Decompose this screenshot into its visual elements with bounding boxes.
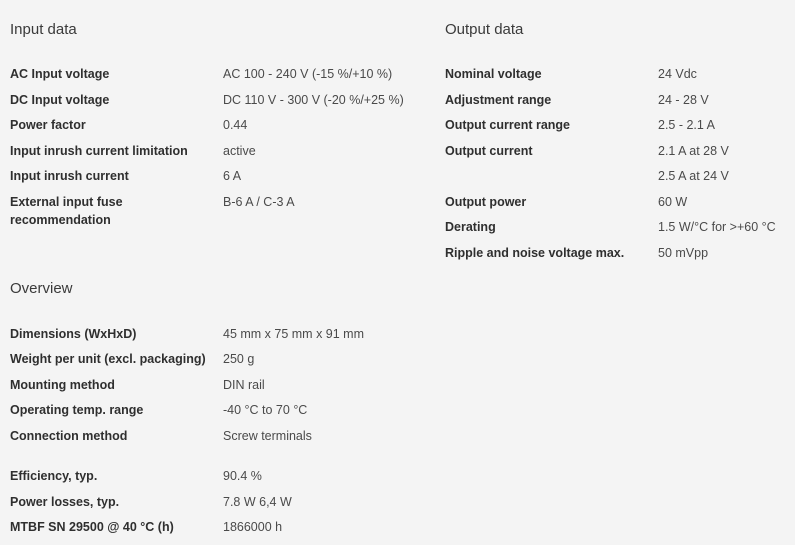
output-row-label: Output power: [445, 195, 527, 209]
output-row-label: Nominal voltage: [445, 67, 542, 81]
output-row-label: Adjustment range: [445, 93, 552, 107]
input-row-label: Input inrush current: [10, 169, 129, 183]
input-data-heading: Input data: [10, 21, 77, 38]
overview-row-value: 90.4 %: [223, 469, 262, 483]
output-row-value: 60 W: [658, 195, 688, 209]
input-row-value: active: [223, 144, 256, 158]
input-row-value: 6 A: [223, 169, 242, 183]
overview-heading: Overview: [10, 280, 73, 297]
output-row-value: 24 - 28 V: [658, 93, 709, 107]
input-row-value: 0.44: [223, 118, 248, 132]
overview-row-value: 1866000 h: [223, 520, 283, 534]
output-row-label: Output current range: [445, 118, 571, 132]
output-row-value: 1.5 W/°C for >+60 °C: [658, 220, 776, 234]
output-data-heading: Output data: [445, 21, 524, 38]
overview-row-label: Weight per unit (excl. packaging): [10, 352, 206, 366]
overview-row-label: Mounting method: [10, 378, 115, 392]
input-row-label: Input inrush current limitation: [10, 144, 188, 158]
output-row-value: 2.5 A at 24 V: [658, 169, 729, 183]
output-row-label: Derating: [445, 220, 496, 234]
input-row-label: AC Input voltage: [10, 67, 110, 81]
overview-row-label: Efficiency, typ.: [10, 469, 98, 483]
input-row-value: B-6 A / C-3 A: [223, 195, 295, 209]
overview-row-label: Operating temp. range: [10, 403, 144, 417]
output-row-value: 24 Vdc: [658, 67, 697, 81]
overview-row-label: Connection method: [10, 429, 128, 443]
output-row-value: 2.5 - 2.1 A: [658, 118, 715, 132]
overview-row-value: 45 mm x 75 mm x 91 mm: [223, 327, 364, 341]
output-row-label: Ripple and noise voltage max.: [445, 246, 625, 260]
input-row-value: AC 100 - 240 V (-15 %/+10 %): [223, 67, 393, 81]
input-row-label: External input fuse recommendation: [10, 195, 123, 227]
overview-row-label: Power losses, typ.: [10, 495, 120, 509]
overview-row-value: -40 °C to 70 °C: [223, 403, 308, 417]
overview-row-value: DIN rail: [223, 378, 265, 392]
output-row-label: Output current: [445, 144, 533, 158]
overview-row-label: MTBF SN 29500 @ 40 °C (h): [10, 520, 174, 534]
overview-row-value: Screw terminals: [223, 429, 312, 443]
overview-row-label: Dimensions (WxHxD): [10, 327, 137, 341]
input-row-label: Power factor: [10, 118, 86, 132]
overview-row-value: 7.8 W 6,4 W: [223, 495, 292, 509]
overview-row-value: 250 g: [223, 352, 255, 366]
output-row-value: 50 mVpp: [658, 246, 709, 260]
output-row-value: 2.1 A at 28 V: [658, 144, 729, 158]
input-row-label: DC Input voltage: [10, 93, 110, 107]
input-row-value: DC 110 V - 300 V (-20 %/+25 %): [223, 93, 404, 107]
